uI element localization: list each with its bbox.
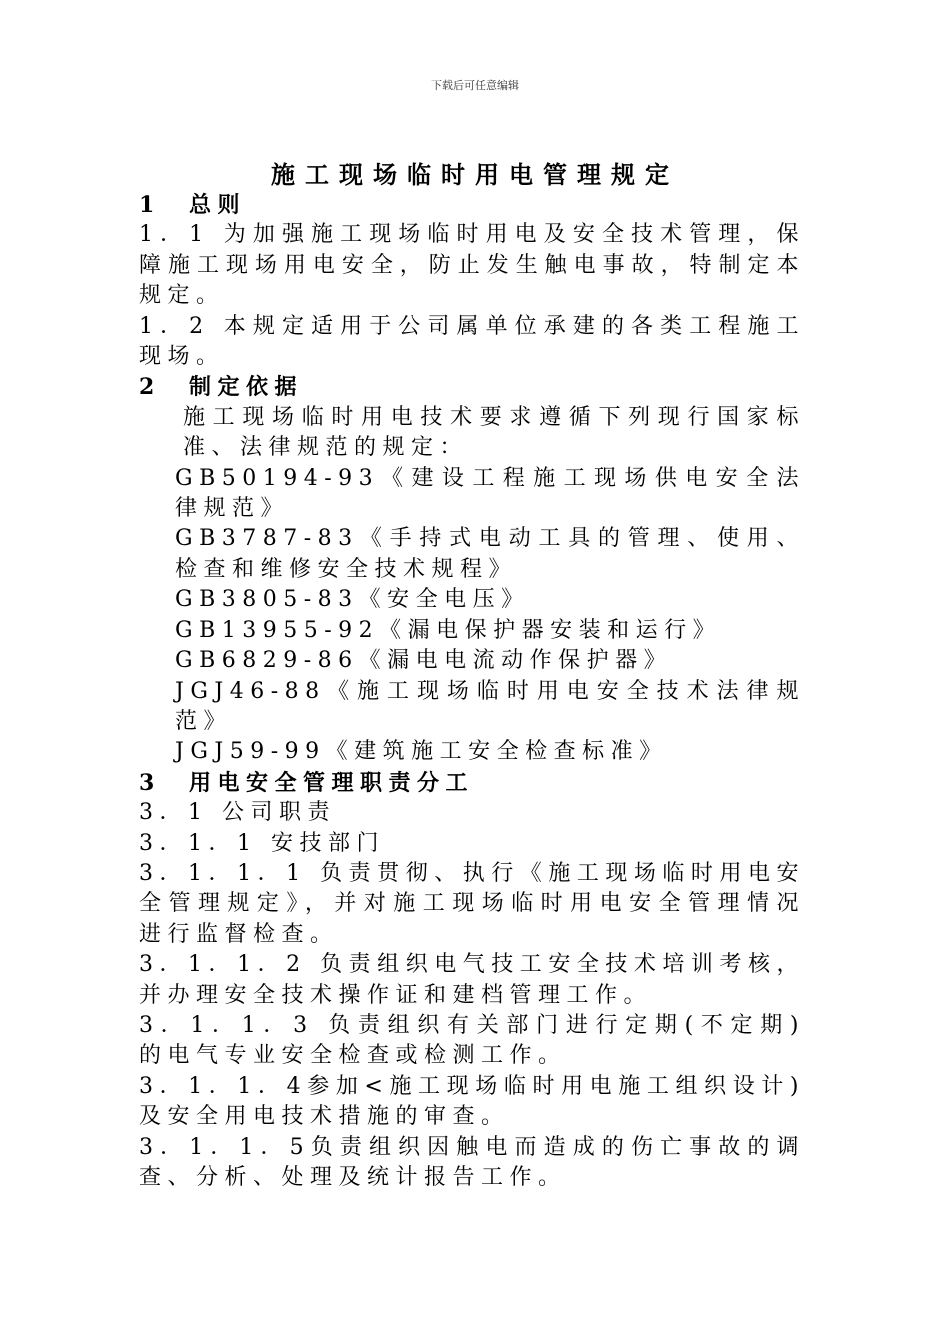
standard-item: GB6829-86《漏电电流动作保护器》 xyxy=(175,648,673,674)
section-number: 1 xyxy=(139,192,155,218)
document-title: 施工现场临时用电管理规定 xyxy=(271,160,679,189)
paragraph: 3．1．1．5负责组织因触电而造成的伤亡事故的调查、分析、处理及统计报告工作。 xyxy=(139,1134,805,1190)
section-title: 制定依据 xyxy=(189,374,304,401)
paragraph: 3．1．1．4参加<施工现场临时用电施工组织设计)及安全用电技术措施的审查。 xyxy=(139,1073,805,1130)
paragraph: 3．1．1 安技部门 xyxy=(139,830,385,856)
paragraph: 1．2 本规定适用于公司属单位承建的各类工程施工现场。 xyxy=(139,313,805,370)
header-note: 下载后可任意编辑 xyxy=(431,79,519,92)
standard-item: GB3787-83《手持式电动工具的管理、使用、检查和维修安全技术规程》 xyxy=(175,526,805,582)
section-heading xyxy=(139,768,805,798)
section-number: 3 xyxy=(139,769,155,796)
paragraph: 3．1．1．1 负责贯彻、执行《施工现场临时用电安全管理规定》，并对施工现场临时用电安全管理情况进行监督检查。 xyxy=(139,860,805,947)
section-heading xyxy=(139,372,805,402)
paragraph: 施工现场临时用电技术要求遵循下列现行国家标准、法律规范的规定： xyxy=(183,404,805,461)
standard-item: GB13955-92《漏电保护器安装和运行》 xyxy=(175,617,722,643)
paragraph: 3．1．1．3 负责组织有关部门进行定期(不定期)的电气专业安全检查或检测工作。 xyxy=(139,1012,805,1069)
paragraph: 3．1．1．2 负责组织电气技工安全技术培训考核，并办理安全技术操作证和建档管理工作。 xyxy=(139,952,805,1008)
standard-item: JGJ46-88《施工现场临时用电安全技术法律规范》 xyxy=(175,678,805,734)
standard-item: GB3805-83《安全电压》 xyxy=(175,587,530,613)
section-heading xyxy=(139,190,805,220)
document-body xyxy=(139,190,805,1193)
section-title: 总则 xyxy=(189,192,247,218)
paragraph: 3．1 公司职责 xyxy=(139,800,336,826)
section-number: 2 xyxy=(139,374,155,401)
standard-item: GB50194-93《建设工程施工现场供电安全法律规范》 xyxy=(175,465,805,522)
paragraph: 1．1 为加强施工现场临时用电及安全技术管理，保障施工现场用电安全，防止发生触电事故，特制定本规定。 xyxy=(139,222,805,309)
section-title: 用电安全管理职责分工 xyxy=(189,769,475,796)
standard-item: JGJ59-99《建筑施工安全检查标准》 xyxy=(175,739,668,765)
